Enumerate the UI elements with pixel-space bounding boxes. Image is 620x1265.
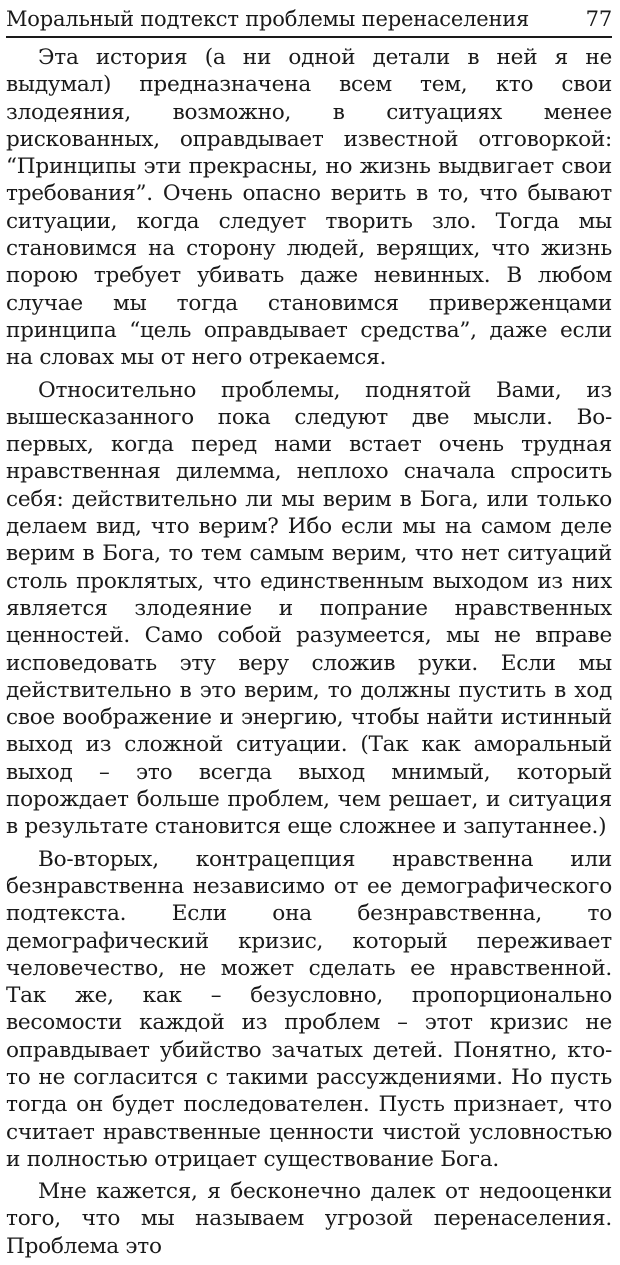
- paragraph: Во-вторых, контрацепция нравственна или безнравственна независимо от ее демографического подтекста. Если она безнравственна, то демографический кризис, который переживает человечество, не может сделать ее нравственной. Так же, как – безусловно, пропорционально весомости каждой из проблем – этот кризис не оправдывает убийство зачатых детей. Понятно, кто-то не согласится с такими рассуждениями. Но пусть тогда он будет последователен. Пусть признает, что считает нравственные ценности чистой условностью и полностью отрицает существование Бога.: [6, 846, 612, 1172]
- paragraph: Относительно проблемы, поднятой Вами, из вышесказанного пока следуют две мысли. Во-первых, когда перед нами встает очень трудная нравственная дилемма, неплохо сначала спросить себя: действительно ли мы верим в Бога, или только делаем вид, что верим? Ибо если мы на самом деле верим в Бога, то тем самым верим, что нет ситуаций столь проклятых, что единственным выходом из них является злодеяние и попрание нравственных ценностей. Само собой разумеется, мы не вправе исповедовать эту веру сложив руки. Если мы действительно в это верим, то должны пустить в ход свое воображение и энергию, чтобы найти истинный выход из сложной ситуации. (Так как аморальный выход – это всегда выход мнимый, который порождает больше проблем, чем решает, и ситуация в результате становится еще сложнее и запутаннее.): [6, 377, 612, 840]
- page-number: 77: [585, 7, 612, 31]
- header-rule: [6, 36, 612, 38]
- running-header: [6, 2, 612, 32]
- running-title: Моральный подтекст проблемы перенаселения: [6, 7, 530, 31]
- paragraph: Эта история (а ни одной детали в ней я не выдумал) предназначена всем тем, кто свои злодеяния, возможно, в ситуациях менее рискованных, оправдывает известной отговоркой: “Принципы эти прекрасны, но жизнь выдвигает свои требования”. Очень опасно верить в то, что бывают ситуации, когда следует творить зло. Тогда мы становимся на сторону людей, верящих, что жизнь порою требует убивать даже невинных. В любом случае мы тогда становимся приверженцами принципа “цель оправдывает средства”, даже если на словах мы от него отрекаемся.: [6, 45, 612, 371]
- body-text: [6, 44, 612, 1265]
- paragraph: Мне кажется, я бесконечно далек от недооценки того, что мы называем угрозой перенаселения. Проблема это: [6, 1179, 612, 1259]
